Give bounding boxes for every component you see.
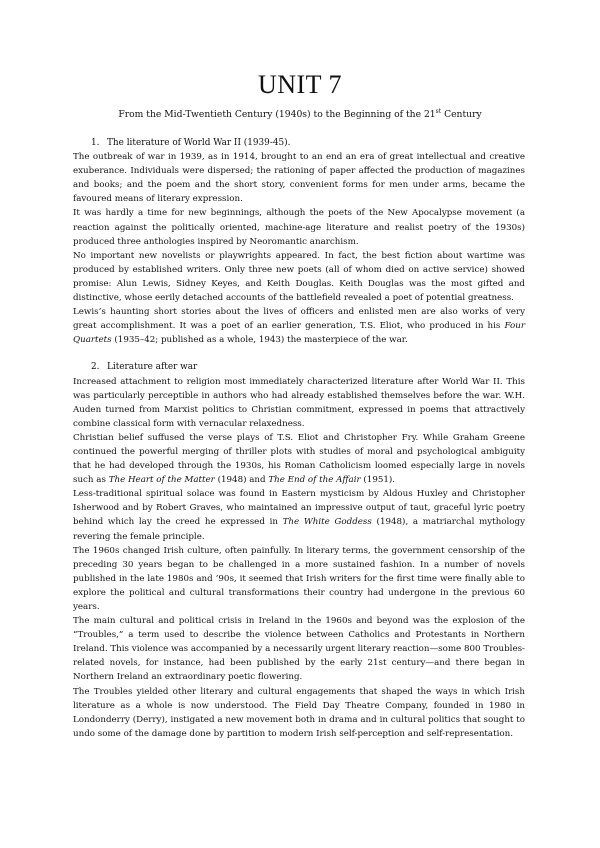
paragraph-1-1: The outbreak of war in 1939, as in 1914, brought to an end an era of great intellectual and creative exuberance. Individuals were dispersed; the rationing of paper affected the production of magazines and books; and the poem and the short story, convenient forms for men under arms, became the favoured means of literary expression. <box>73 152 525 205</box>
subtitle-text: From the Mid-Twentieth Century (1940s) to the Beginning of the 21 <box>118 109 436 120</box>
paragraph-2-6: The Troubles yielded other literary and cultural engagements that shaped the ways in which Irish literature as a whole is now understood. The Field Day Theatre Company, founded in 1980 in Londonderry (Derry), instigated a new movement both in drama and in cultural politics that sought to undo some of the damage done by partition to modern Irish self-perception and self-representation. <box>73 686 525 739</box>
page-title: UNIT 7 <box>257 70 343 99</box>
paragraph-2-2 <box>73 431 525 487</box>
paragraph-2-3-text-b: (1948), a matriarchal mythology revering the female principle. <box>73 517 525 542</box>
paragraph-2-3 <box>73 487 525 543</box>
subtitle-end: Century <box>441 109 482 120</box>
page-subtitle <box>40 109 560 120</box>
paragraph-1-4-text-a: Lewis’s haunting short stories about the lives of officers and enlisted men are also works of very great accomplishment. It was a poet of an earlier generation, T.S. Eliot, who produced in his <box>73 307 525 332</box>
paragraph-1-2: It was hardly a time for new beginnings, although the poets of the New Apocalypse movement (a reaction against the politically oriented, machine-age literature and realist poetry of the 1930s) produced three anthologies inspired by Neoromantic anarchism. <box>73 208 525 247</box>
paragraph-1-4-text-b: (1935–42; published as a whole, 1943) the masterpiece of the war. <box>111 335 408 346</box>
paragraph-2-1: Increased attachment to religion most immediately characterized literature after World War II. This was particularly perceptible in authors who had already established themselves before the war. W.H. Auden turned from Marxist politics to Christian commitment, expressed in poems that attractively combine classical form with vernacular relaxedness. <box>73 376 525 429</box>
document-body <box>73 136 525 741</box>
paragraph-2-2-text-b: (1948) and <box>214 475 269 486</box>
paragraph-1-3: No important new novelists or playwrights appeared. In fact, the best fiction about wartime was produced by established writers. Only three new poets (all of whom died on active service) showed promise: Alun Lewis, Sidney Keyes, and Keith Douglas. Keith Douglas was the most gifted and distinctive, whose eerily detached accounts of the battlefield revealed a poet of potential greatness. <box>73 250 525 304</box>
paragraph-2-2-text-a: Christian belief suffused the verse plays of T.S. Eliot and Christopher Fry. While Graham Greene continued the powerful merging of thriller plots with studies of moral and psychological ambiguity that he had developed through the 1930s, his Roman Catholicism loomed especially large in novels such as <box>73 432 525 486</box>
paragraph-2-2-text-c: (1951). <box>360 475 396 486</box>
section-number-1: 1. <box>91 138 100 148</box>
section-heading-1 <box>73 136 525 150</box>
section-heading-2 <box>73 360 525 374</box>
section-number-2: 2. <box>91 362 100 373</box>
section-title-1: The literature of World War II (1939-45). <box>107 138 291 148</box>
book-title-white-goddess: The White Goddess <box>282 517 372 528</box>
book-title-four-quartets: Four Quartets <box>73 321 525 346</box>
paragraph-2-4: The 1960s changed Irish culture, often painfully. In literary terms, the government censorship of the preceding 30 years began to be challenged in a more sustained fashion. In a number of novels published in the late 1980s and ’90s, it seemed that Irish writers for the first time were finally able to explore the political and cultural transformations their country had undergone in the previous 60 years. <box>73 545 525 612</box>
paragraph-2-5: The main cultural and political crisis in Ireland in the 1960s and beyond was the explosion of the “Troubles,” a term used to describe the violence between Catholics and Protestants in Northern Ireland. This violence was accompanied by a necessarily urgent literary reaction—some 800 Troubles-related novels, for instance, had been published by the early 21st century—and there began in Northern Ireland an extraordinary poetic flowering. <box>73 616 525 683</box>
book-title-heart-of-the-matter: The Heart of the Matter <box>108 475 215 486</box>
paragraph-1-4 <box>73 305 525 347</box>
subtitle-ordinal-suffix: st <box>435 107 442 115</box>
paragraph-2-3-text-a: Less-traditional spiritual solace was found in Eastern mysticism by Aldous Huxley and Christopher Isherwood and by Robert Graves, who maintained an impressive output of taut, graceful lyric poetry behind which lay the creed he expressed in <box>73 489 525 528</box>
section-title-2: Literature after war <box>107 362 198 373</box>
book-title-end-of-the-affair: The End of the Affair <box>268 475 361 486</box>
section-spacer <box>73 347 525 360</box>
